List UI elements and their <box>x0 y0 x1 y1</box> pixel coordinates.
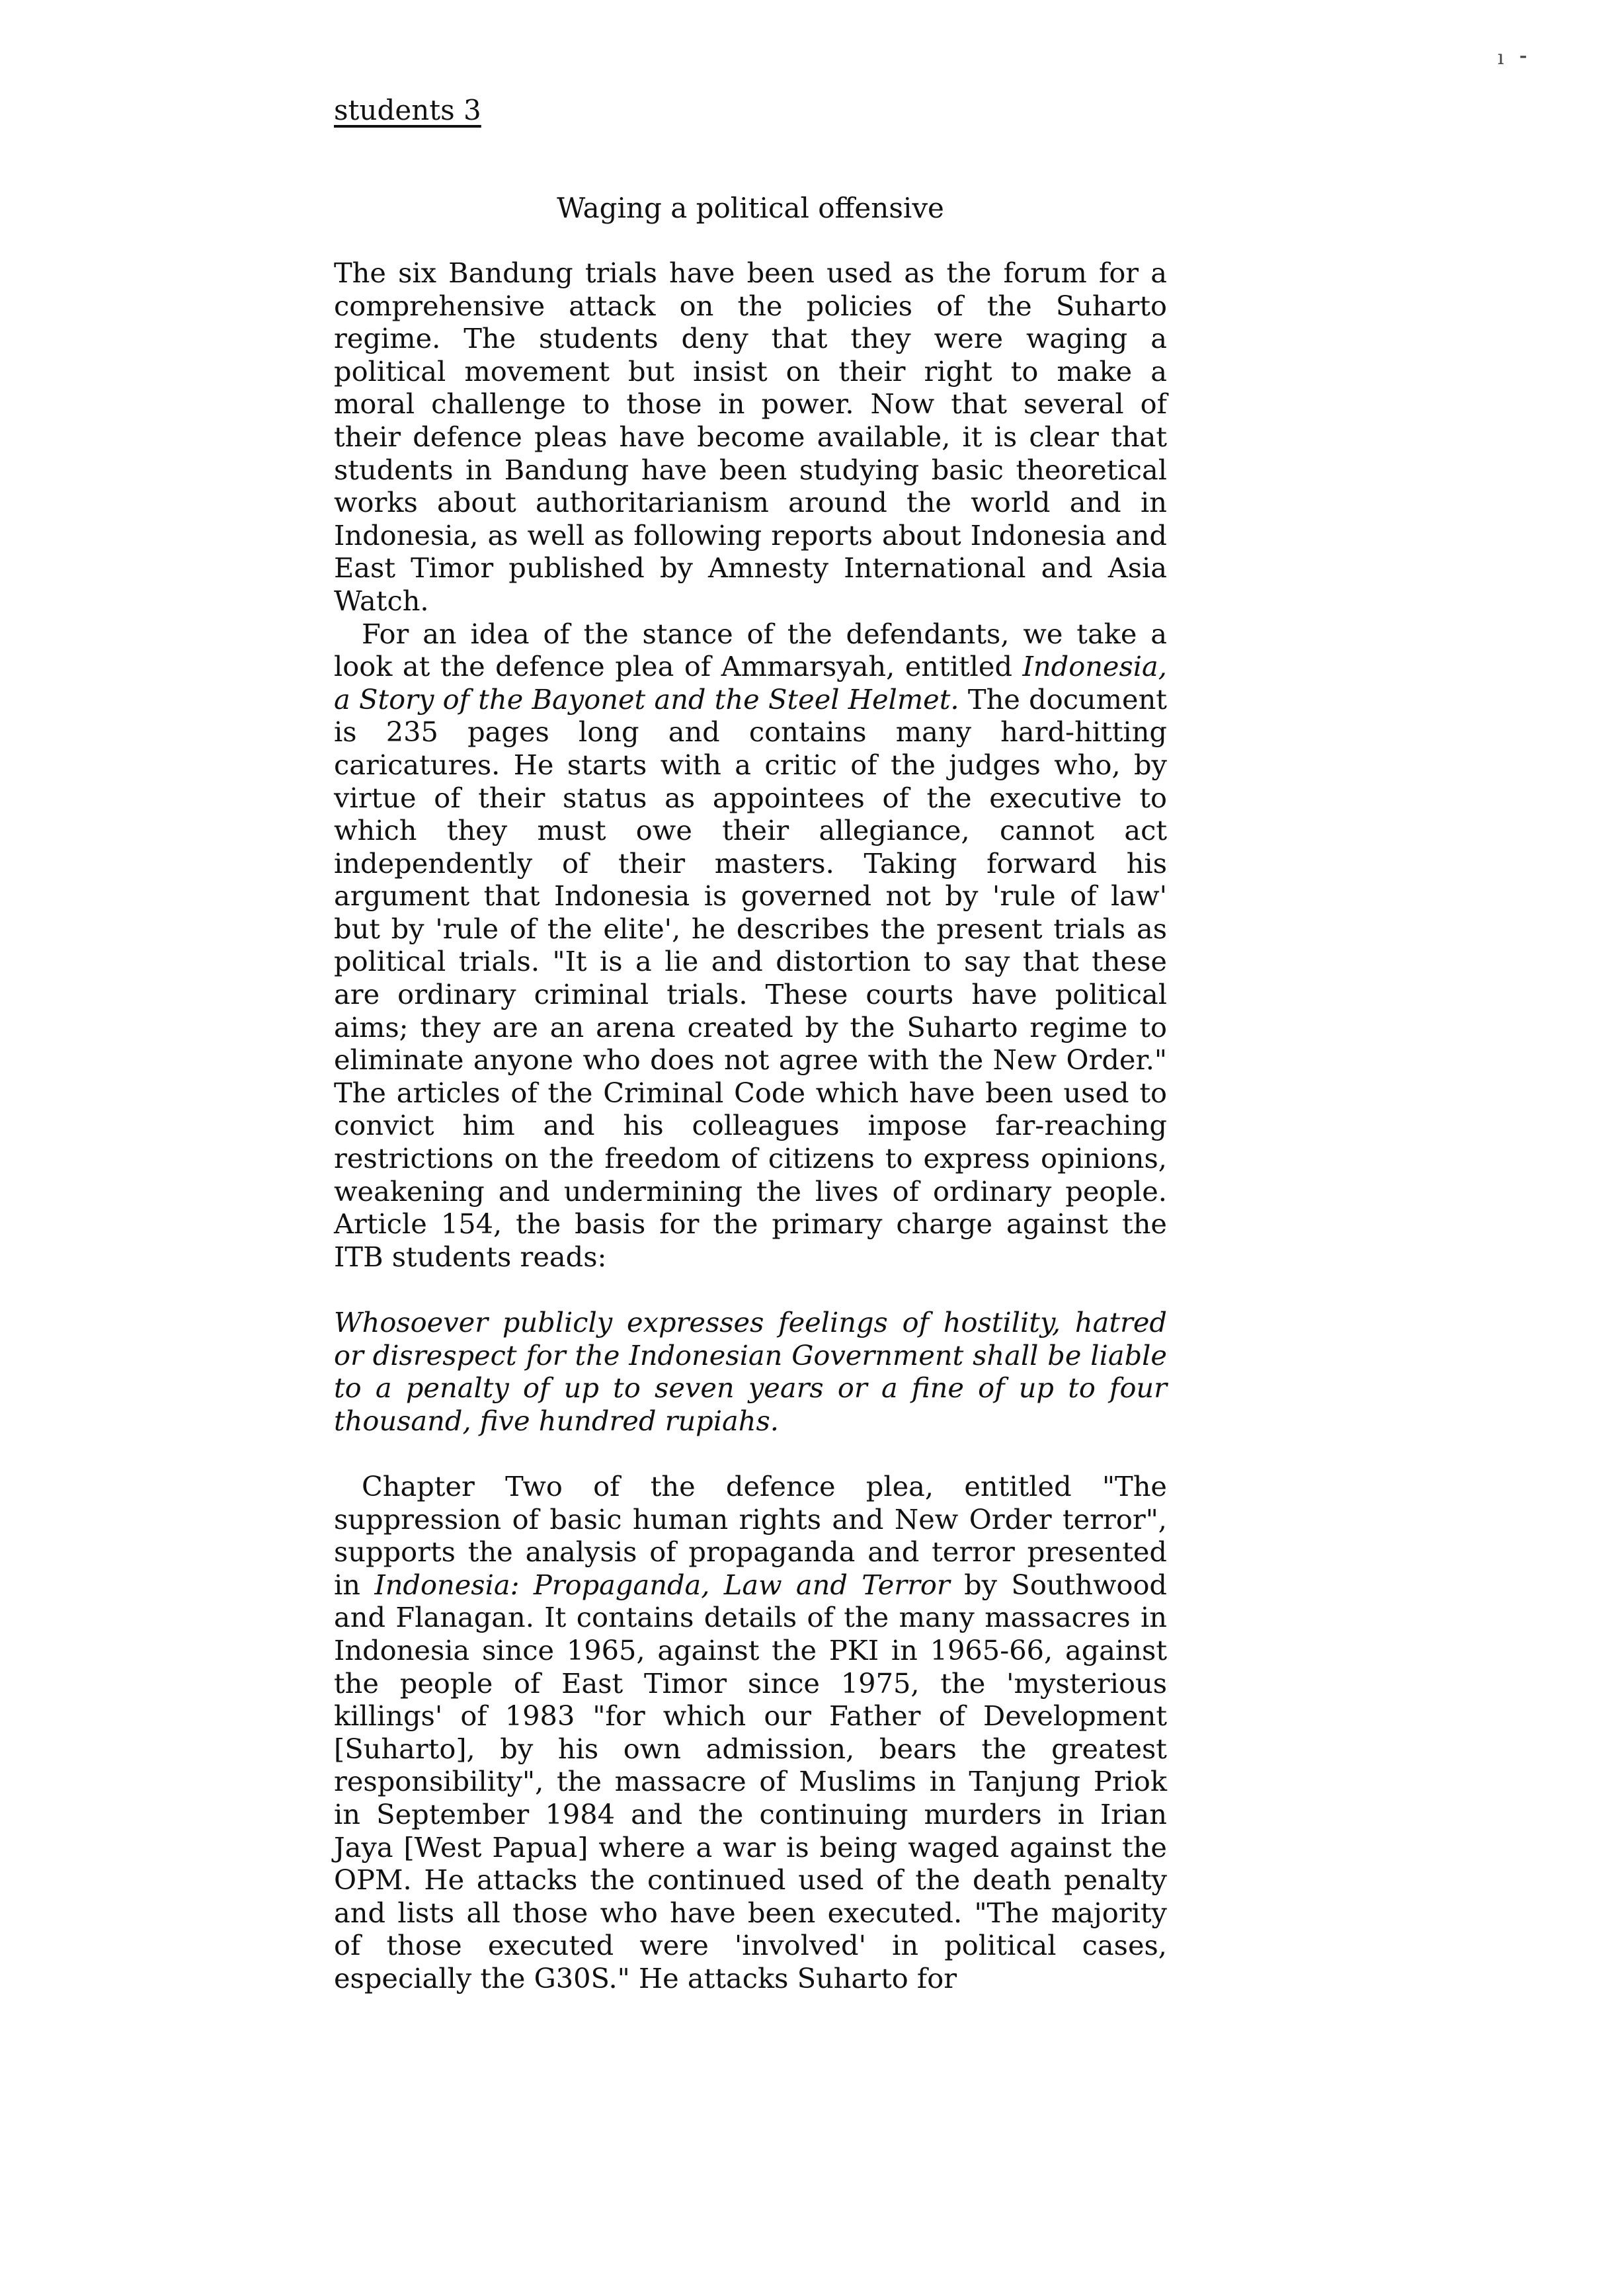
paragraph-3-intro: Chapter Two of the defence plea, entitled "The suppression of basic human rights and New Order terror", supports the analysis of propaganda and terror presented in <box>334 1469 1167 1601</box>
paragraph-3-rest: by Southwood and Flanagan. It contains details of the many massacres in Indonesia since 1965, against the PKI in 1965-66, against the people of East Timor since 1975, the 'mysterious killings' of 1983 "for which our Father of Development [Suharto], by his own admission, bears the greatest responsibility", the massacre of Muslims in Tanjung Priok in September 1984 and the continuing murders in Irian Jaya [West Papua] where a war is being waged against the OPM. He attacks the continued used of the death penalty and lists all those who have been executed. "The majority of those executed were 'involved' in political cases, especially the G30S." He attacks Suharto for <box>334 1568 1167 1994</box>
paragraph-2-book-title: Indonesia, a Story of the Bayonet and the Steel Helmet. <box>334 650 1167 716</box>
corner-mark: ı ⁃ <box>1498 46 1533 69</box>
paragraph-3-book-title: Indonesia: Propaganda, Law and Terror <box>374 1568 950 1601</box>
paragraph-1: The six Bandung trials have been used as the forum for a comprehensive attack on the policies of the Suharto regime. The students deny that they were waging a political movement but insist on their right to make a moral challenge to those in power. Now that several of their defence pleas have become available, it is clear that students in Bandung have been studying basic theoretical works about authoritarianism around the world and in Indonesia, as well as following reports about Indonesia and East Timor published by Amnesty International and Asia Watch. <box>334 257 1167 617</box>
block-quote: Whosoever publicly expresses feelings of hostility, hatred or disrespect for the Indonesian Government shall be liable to a penalty of up to seven years or a fine of up to four thousand, five hundred rupiahs. <box>334 1306 1167 1437</box>
section-label: students 3 <box>334 94 481 126</box>
paragraph-2-rest: The document is 235 pages long and contains many hard-hitting caricatures. He starts with a critic of the judges who, by virtue of their status as appointees of the executive to which they must owe their allegiance, cannot act independently of their masters. Taking forward his argument that Indonesia is governed not by 'rule of law' but by 'rule of the elite', he describes the present trials as political trials. "It is a lie and distortion to say that these are ordinary criminal trials. These courts have political aims; they are an arena created by the Suharto regime to eliminate anyone who does not agree with the New Order." The articles of the Criminal Code which have been used to convict him and his colleagues impose far-reaching restrictions on the freedom of citizens to express opinions, weakening and undermining the lives of ordinary people. Article 154, the basis for the primary charge against the ITB students reads: <box>334 682 1167 1273</box>
paragraph-2-intro: For an idea of the stance of the defendants, we take a look at the defence plea of Ammarsyah, entitled <box>334 617 1167 683</box>
article-body <box>334 257 1167 1994</box>
article-title: Waging a political offensive <box>557 192 944 224</box>
paragraph-2 <box>334 618 1167 1274</box>
paragraph-3 <box>334 1470 1167 1995</box>
